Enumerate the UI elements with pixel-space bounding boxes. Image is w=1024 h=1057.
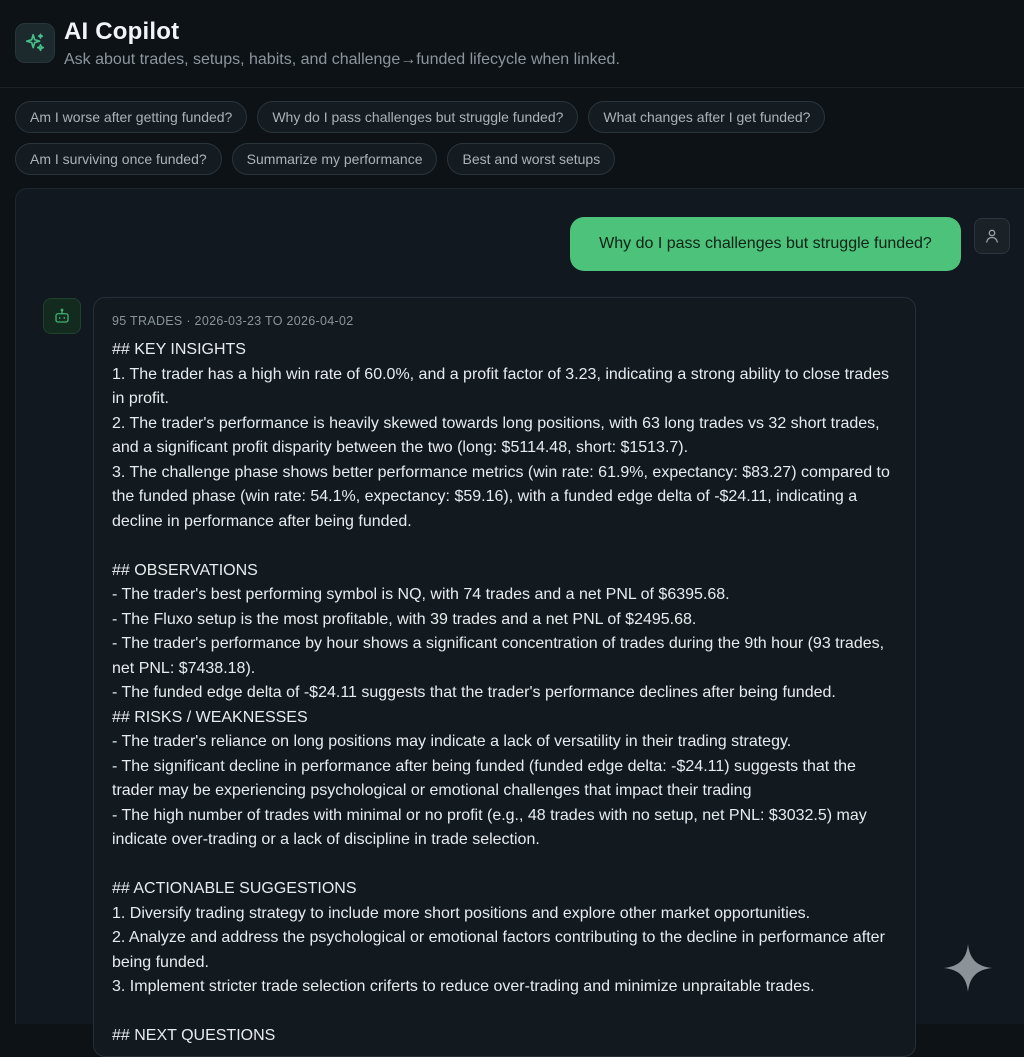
response-meta: 95 TRADES · 2026-03-23 TO 2026-04-02 xyxy=(112,314,354,328)
suggestion-row xyxy=(15,143,1015,175)
assistant-response-card xyxy=(93,297,916,1057)
page-subtitle: Ask about trades, setups, habits, and challenge→funded lifecycle when linked. xyxy=(64,51,620,68)
bot-icon xyxy=(53,307,71,325)
chat-panel[interactable] xyxy=(15,188,1024,1044)
header xyxy=(0,0,1024,88)
suggestion-chip-summarize[interactable]: Summarize my performance xyxy=(232,143,438,175)
user-message-bubble: Why do I pass challenges but struggle funded? xyxy=(570,217,961,271)
suggestion-row xyxy=(15,101,1015,133)
copilot-logo xyxy=(15,23,55,63)
bot-avatar xyxy=(43,298,81,334)
suggestion-chip-pass-challenges[interactable]: Why do I pass challenges but struggle funded? xyxy=(257,101,578,133)
sparkles-icon xyxy=(24,32,46,54)
user-avatar xyxy=(974,218,1010,254)
star-sparkle-icon xyxy=(942,942,994,994)
assistant-response-text: ## KEY INSIGHTS 1. The trader has a high win rate of 60.0%, and a profit factor of 3.23, indicating a strong ability to close trades in profit. 2. The trader's performance is heavily skewed towards long positions, with 63 long trades vs 32 short trades, and a significant profit disparity between the two (long: $5114.48, short: $1513.7). 3. The challenge phase shows better performance metrics (win rate: 61.9%, expectancy: $83.27) compared to the funded phase (win rate: 54.1%, expectancy: $59.16), with a funded edge delta of -$24.11, indicating a decline in performance after being funded. ## OBSERVATIONS - The trader's best performing symbol is NQ, with 74 trades and a net PNL of $6395.68. - The Fluxo setup is the most profitable, with 39 trades and a net PNL of $2495.68. - The trader's performance by hour shows a significant concentration of trades during the 9th hour (93 trades, net PNL: $7438.18). - The funded edge delta of -$24.11 suggests that the trader's performance declines after being funded. ## RISKS / WEAKNESSES - The trader's reliance on long positions may indicate a lack of versatility in their trading strategy. - The significant decline in performance after being funded (funded edge delta: -$24.11) suggests that the trader may be experiencing psychological or emotional challenges that impact their trading - The high number of trades with minimal or no profit (e.g., 48 trades with no setup, net PNL: $3032.5) may indicate over-trading or a lack of discipline in trade selection. ## ACTIONABLE SUGGESTIONS 1. Diversify trading strategy to include more short positions and explore other market opportunities. 2. Analyze and address the psychological or emotional factors contributing to the decline in performance after being funded. 3. Implement stricter trade selection criferts to reduce over-trading and minimize unpraitable trades. ## NEXT QUESTIONS xyxy=(112,341,890,1044)
suggestion-chip-what-changes[interactable]: What changes after I get funded? xyxy=(588,101,825,133)
suggestion-chip-best-worst-setups[interactable]: Best and worst setups xyxy=(447,143,615,175)
suggestion-chip-worse-after-funded[interactable]: Am I worse after getting funded? xyxy=(15,101,247,133)
user-icon xyxy=(983,227,1001,245)
page-title: AI Copilot xyxy=(64,18,180,45)
suggestion-chip-surviving-funded[interactable]: Am I surviving once funded? xyxy=(15,143,222,175)
suggestion-chips xyxy=(15,101,1015,185)
